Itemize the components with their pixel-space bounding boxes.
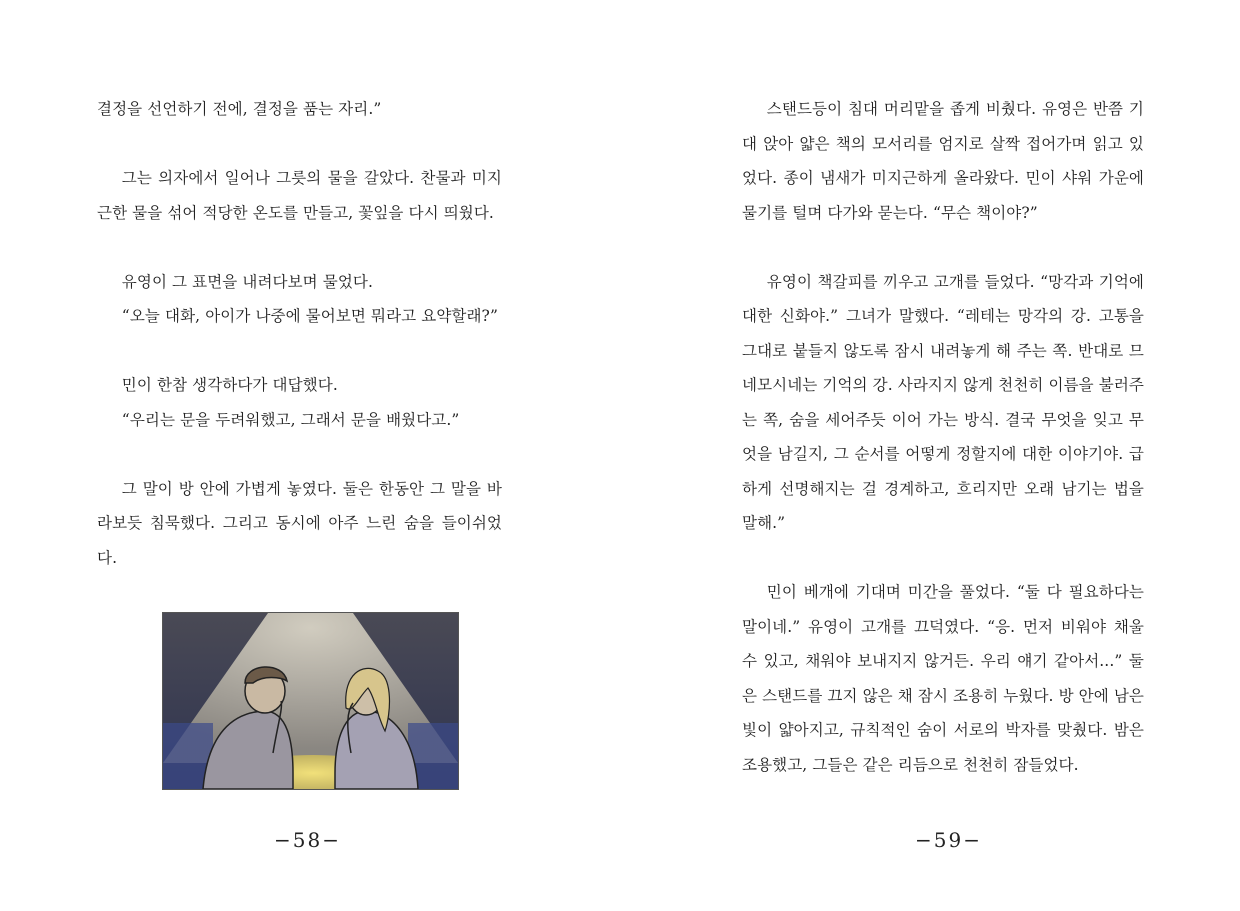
paragraph: 그 말이 방 안에 가볍게 놓였다. 둘은 한동안 그 말을 바라보듯 침묵했다. 그리고 동시에 아주 느린 숨을 들이쉬었다. — [97, 479, 502, 567]
right-page — [620, 0, 1240, 911]
paragraph: 민이 베개에 기대며 미간을 풀었다. “둘 다 필요하다는 말이네.” 유영이 고개를 끄덕였다. “응. 먼저 비워야 채울 수 있고, 채워야 보내지지 않거든. 우리 얘기 같아서...” 둘은 스탠드를 끄지 않은 채 잠시 조용히 누웠다. 방 안에 남은 빛이 얇아지고, 규칙적인 숨이 서로의 박자를 맞췄다. 밤은 조용했고, 그들은 같은 리듬으로 천천히 잠들었다. — [742, 583, 1144, 774]
paragraph: 유영이 그 표면을 내려다보며 물었다. — [121, 272, 374, 291]
right-page-text — [742, 92, 1144, 782]
paragraph: “오늘 대화, 아이가 나중에 물어보면 뭐라고 요약할래?” — [121, 307, 498, 325]
paragraph: 그는 의자에서 일어나 그릇의 물을 갈았다. 찬물과 미지근한 물을 섞어 적당한 온도를 만들고, 꽃잎을 다시 띄웠다. — [97, 169, 502, 222]
paragraph: 유영이 책갈피를 끼우고 고개를 들었다. “망각과 기억에 대한 신화야.” 그녀가 말했다. “레테는 망각의 강. 고통을 그대로 붙들지 않도록 잠시 내려놓게 해 주는 쪽. 반대로 므네모시네는 기억의 강. 사라지지 않게 천천히 이름을 불러주는 쪽, 숨을 세어주듯 이어 가는 방식. 결국 무엇을 잊고 무엇을 남길지, 그 순서를 어떻게 정할지에 대한 이야기야. 급하게 선명해지는 걸 경계하고, 흐리지만 오래 남기는 법을 말해.” — [742, 272, 1144, 532]
page-number: −58− — [274, 828, 341, 852]
page-number: −59− — [915, 828, 982, 852]
paragraph: 결정을 선언하기 전에, 결정을 품는 자리.” — [97, 100, 382, 118]
paragraph: 스탠드등이 침대 머리맡을 좁게 비췄다. 유영은 반쯤 기대 앉아 얇은 책의 모서리를 엄지로 살짝 접어가며 읽고 있었다. 종이 냄새가 미지근하게 올라왔다. 민이 샤워 가운에 물기를 털며 다가와 묻는다. “무슨 책이야?” — [742, 100, 1144, 222]
paragraph: “우리는 문을 두려워했고, 그래서 문을 배웠다고.” — [121, 410, 460, 429]
paragraph: 민이 한참 생각하다가 대답했다. — [121, 376, 338, 394]
couple-at-lamp-illustration — [162, 612, 459, 790]
left-page-text — [97, 92, 502, 575]
